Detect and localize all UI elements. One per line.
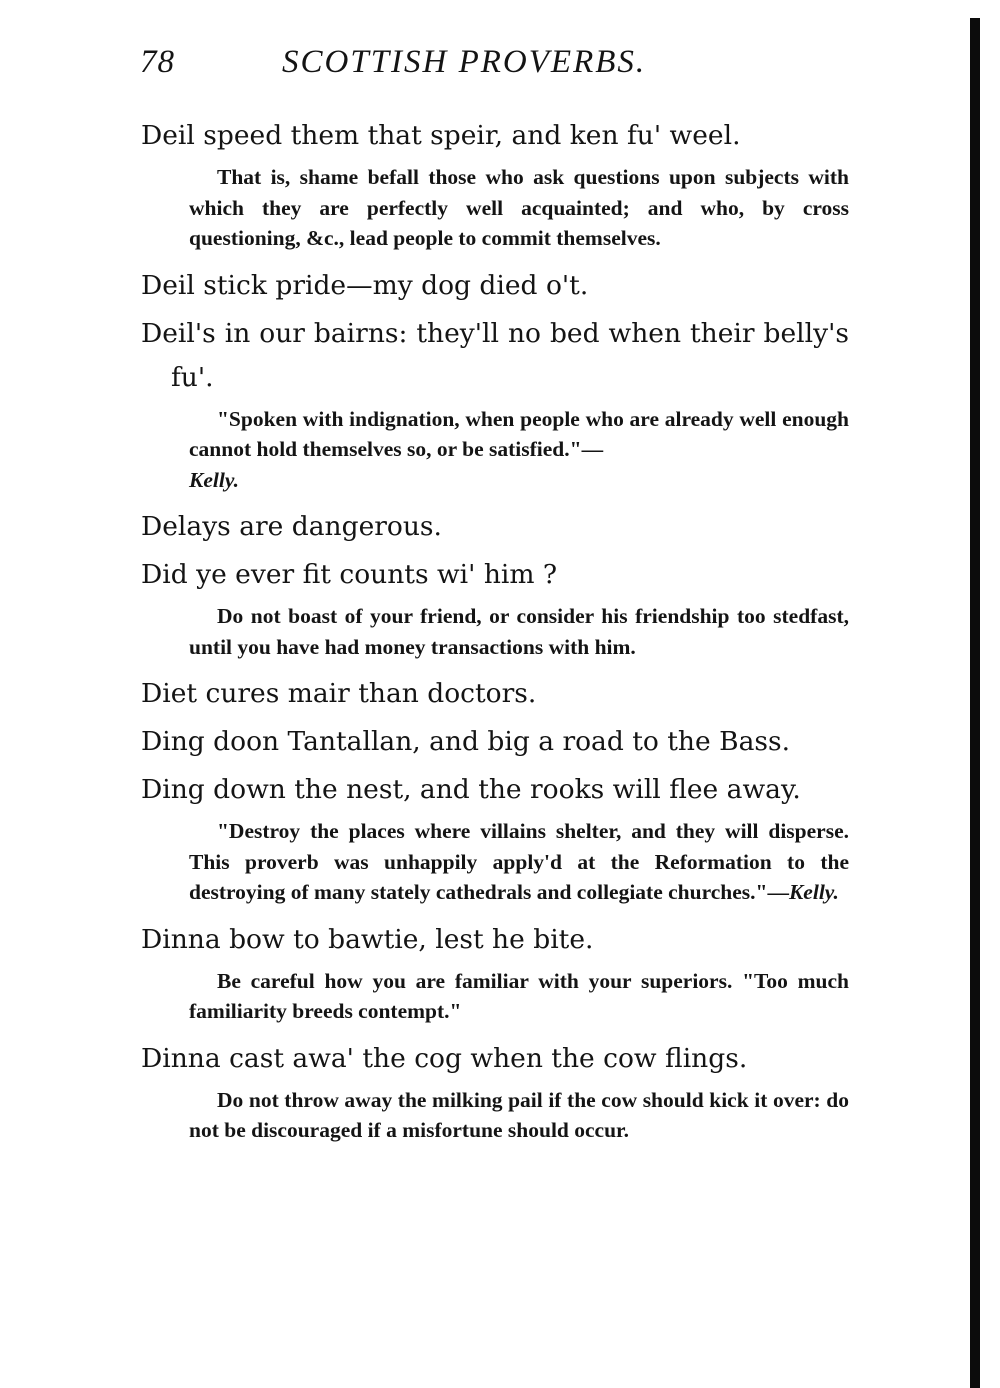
proverb-explanation	[189, 816, 849, 908]
proverb-text: Diet cures mair than doctors.	[141, 678, 537, 709]
proverb-text: Deil stick pride—my dog died o't.	[141, 269, 589, 301]
proverb-explanation: That is, shame befall those who ask questions upon subjects with which they are perfectly well acquainted; and who, by cross questioning, &c., lead people to commit themselves.	[189, 165, 849, 250]
proverb-entry	[141, 918, 849, 1027]
proverb-entry	[141, 505, 849, 549]
proverb-text: Deil speed them that speir, and ken fu' weel.	[141, 120, 741, 151]
proverb-text: Dinna bow to bawtie, lest he bite.	[141, 923, 594, 955]
proverb-entry	[141, 553, 849, 662]
proverb-text: Did ye ever fit counts wi' him ?	[141, 559, 558, 590]
proverb-entry	[141, 264, 849, 308]
page-number: 78	[140, 44, 175, 80]
proverb-entry	[141, 114, 849, 254]
running-title: SCOTTISH PROVERBS.	[282, 44, 647, 80]
explanation-text: "Destroy the places where villains shelter, and they will disperse. This proverb was unhappily apply'd at the Reformation to the destroying of many stately cathedrals and collegiate churches."—	[189, 819, 849, 904]
proverb-entry	[141, 1037, 849, 1146]
explanation-text: "Spoken with indignation, when people who are already well enough cannot hold themselves so, or be satisfied."—	[189, 406, 849, 461]
proverb-explanation	[189, 404, 849, 496]
proverb-explanation: Do not boast of your friend, or consider his friendship too stedfast, until you have had money transactions with him.	[189, 604, 849, 659]
proverb-text: Ding down the nest, and the rooks will flee away.	[141, 774, 801, 805]
proverb-explanation: Do not throw away the milking pail if the cow should kick it over: do not be discouraged if a misfortune should occur.	[189, 1087, 849, 1142]
page-edge-shadow	[970, 18, 980, 1388]
proverb-entry	[141, 672, 849, 716]
running-header	[140, 44, 860, 94]
proverb-explanation: Be careful how you are familiar with your superiors. "Too much familiarity breeds contempt."	[189, 968, 849, 1023]
proverb-entry	[141, 720, 849, 764]
proverb-list	[141, 114, 849, 1156]
proverb-text: Delays are dangerous.	[141, 511, 442, 542]
proverb-text: Ding doon Tantallan, and big a road to the Bass.	[141, 726, 790, 757]
proverb-text: Deil's in our bairns: they'll no bed when their belly's fu'.	[141, 317, 849, 393]
proverb-entry	[141, 312, 849, 496]
proverb-text: Dinna cast awa' the cog when the cow flings.	[141, 1042, 748, 1074]
source-citation: Kelly.	[788, 880, 839, 904]
proverb-entry	[141, 768, 849, 908]
source-citation: Kelly.	[189, 467, 239, 492]
